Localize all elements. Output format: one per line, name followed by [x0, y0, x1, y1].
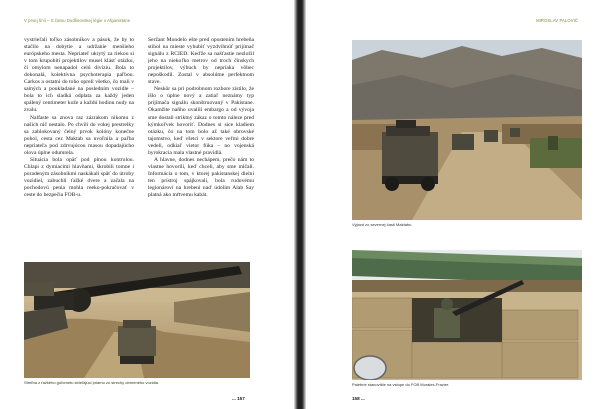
sandbag-guard-post-photo: [352, 250, 582, 380]
left-page: [0, 0, 290, 409]
paragraph: Neskôr sa pri podrobnom rozbore zistilo, že išlo o úplne nový a zatiaľ neznámy typ prijímača signálu skonštruovaný v Pakistane. Okamžite naňho uvalili embargo a od vývoja sme dostali striktný zákaz o tomto náleze pred kýmkoľvek hovoriť. Dodnes si sice kladiem otázku, čo na tom bolo až také obrovské tajomstvo, keď všetci v sektore veľmi dobre vedeli, odkiaľ vietor fúka – no vojenská byrokracia mala vlastné pravidlá.: [148, 86, 254, 156]
right-page-number: 158 ...: [352, 396, 365, 401]
left-page-number: ... 157: [232, 396, 245, 401]
book-spine: [294, 0, 306, 409]
armored-vehicle-convoy-photo: [352, 40, 582, 220]
paragraph: Seržant Mondelo ešte pred opustením hrebeňa stihol na mieste vyhubiť vyzdvihnúť prijímač signálu z RCIED. Keďže sa našťastie nezložil jeho na niekoľko metrov od troch čínskych projektilov, výbuch by nepríaka vôbec nepoškodil. Zostal v absolútne perfektnom stave.: [148, 37, 254, 86]
paragraph: A hlavne, dodnes nechápem, prečo nám to vlastne hovorili, keď chceli, aby sme mlčali. Informácia o tom, v ktorej pakistanskej dielni ten prístroj spájkovali, bola rudovému legionárovi na hrebeni naď údolím Alab Say platná ako mŕtvemu kabát.: [148, 156, 254, 199]
mounted-machine-gun-photo: [24, 262, 250, 378]
paragraph: vystrieľali toľko zásobníkov a pások, že by to stačilo na dobytie a udržanie menšieho európskeho mesta. Nepriateľ ukrytý za riekou si v tom krupobití projektilov musel klásť otázku, či omylom nenapadol celú divíziu. Bola to dokonalá, kolektívna psychoterapia paľbou. Carkos a ostatní do toho opreli všetko, čo mali v samých a poukladané na posledním vozidle – bola to ich sladká odplata za každý jeden spálený centimeter kože a každú hodinu nudy na zvalu.: [24, 37, 134, 114]
left-running-head: V prvej línii – S čatou Dudšeovskej légie v Afganistane: [24, 18, 131, 23]
right-photo-2-caption: Palebné stanovište na vstupe do FOB Morales-Frazier.: [352, 382, 450, 387]
right-page: [310, 0, 600, 409]
paragraph: Situácia bola opäť pod plnou kontrolou. Chlapi z dymiacimi hlavňami, škrobili tomne i poradeným zásobníkmi naskákali späť do útroby vozidiel, zabuchli ťažké dvere a začala na pochodovú penia mohla reeko-pokračovať v ceste do bezpečia FOB-u.: [24, 156, 134, 199]
left-text-column-1: [24, 37, 134, 257]
paragraph: Nalfaste sa znova raz zázrakom nikomu z našich nič nestalo. Po chvíli do vokej prestrelky sa zablokovaný čelný prvok kolóny konečne pohol, cesta cez Maktab sa uvoľnila a paľba nepriateľa pod zdrvujúcou masou dopadajúcho olova úplne odumrela.: [24, 114, 134, 156]
left-text-column-2: [148, 37, 254, 257]
right-photo-1-caption: Výjazd zo severnej časti Maktabu.: [352, 222, 413, 227]
left-photo-caption: Streľba z ťažkého guľometu strieľajúci priamo zo strechy obrneného vozidla.: [24, 380, 160, 385]
right-running-head: MIROSLAV PALOVIČ: [536, 18, 578, 23]
